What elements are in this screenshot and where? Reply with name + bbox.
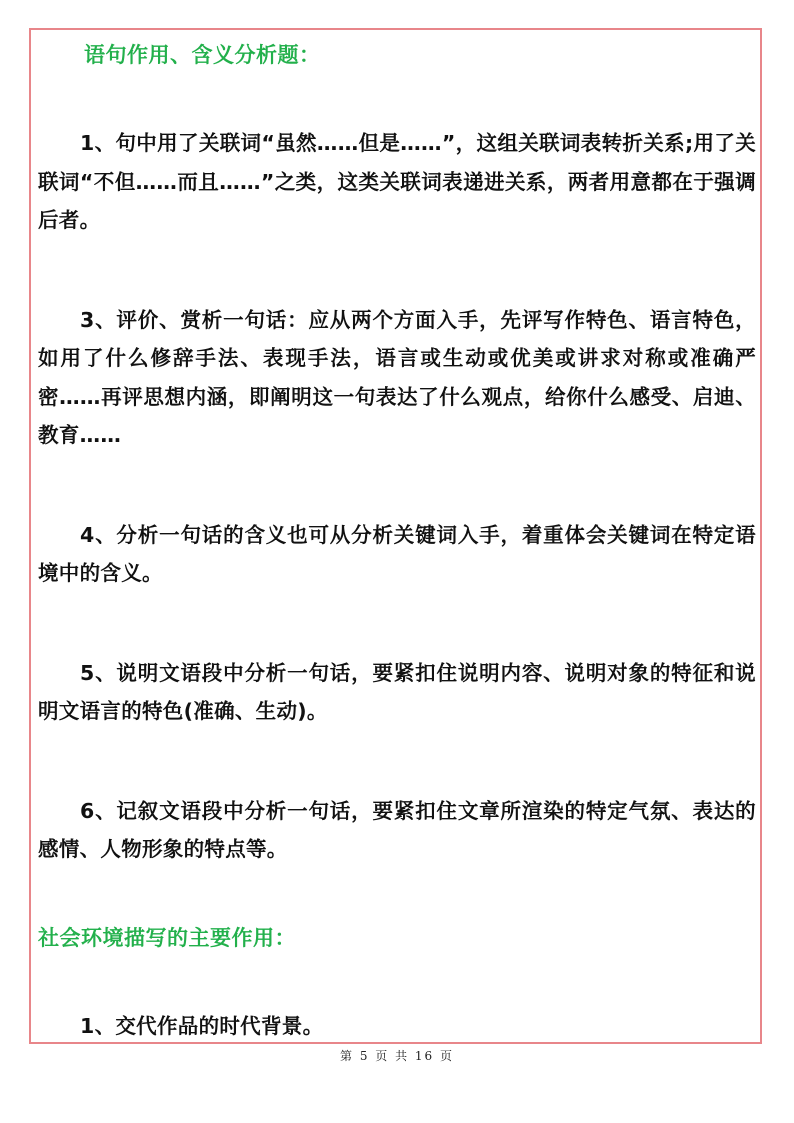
document-body — [38, 30, 756, 1045]
paragraph-narrative-text: 6、记叙文语段中分析一句话，要紧扣住文章所渲染的特定气氛、表达的感情、人物形象的特点等。 — [38, 798, 756, 861]
paragraph-era-background: 1、交代作品的时代背景。 — [80, 1013, 324, 1038]
paragraph-expository-text: 5、说明文语段中分析一句话，要紧扣住说明内容、说明对象的特征和说明文语言的特色(准确、生动)。 — [38, 660, 756, 723]
paragraph-key-words: 4、分析一句话的含义也可从分析关键词入手，着重体会关键词在特定语境中的含义。 — [38, 522, 756, 585]
paragraph-evaluate-sentence: 3、评价、赏析一句话：应从两个方面入手，先评写作特色、语言特色，如用了什么修辞手法、表现手法，语言或生动或优美或讲求对称或准确严密……再评思想内涵，即阐明这一句表达了什么观点，给你什么感受、启迪、教育…… — [38, 307, 756, 447]
section-heading-social-environment: 社会环境描写的主要作用： — [38, 925, 296, 950]
section-heading-sentence-analysis: 语句作用、含义分析题： — [84, 43, 321, 67]
page-number: 第 5 页 共 16 页 — [340, 1049, 454, 1063]
paragraph-conjunctions: 1、句中用了关联词“虽然……但是……”，这组关联词表转折关系;用了关联词“不但……而且……”之类，这类关联词表递进关系，两者用意都在于强调后者。 — [38, 131, 756, 232]
